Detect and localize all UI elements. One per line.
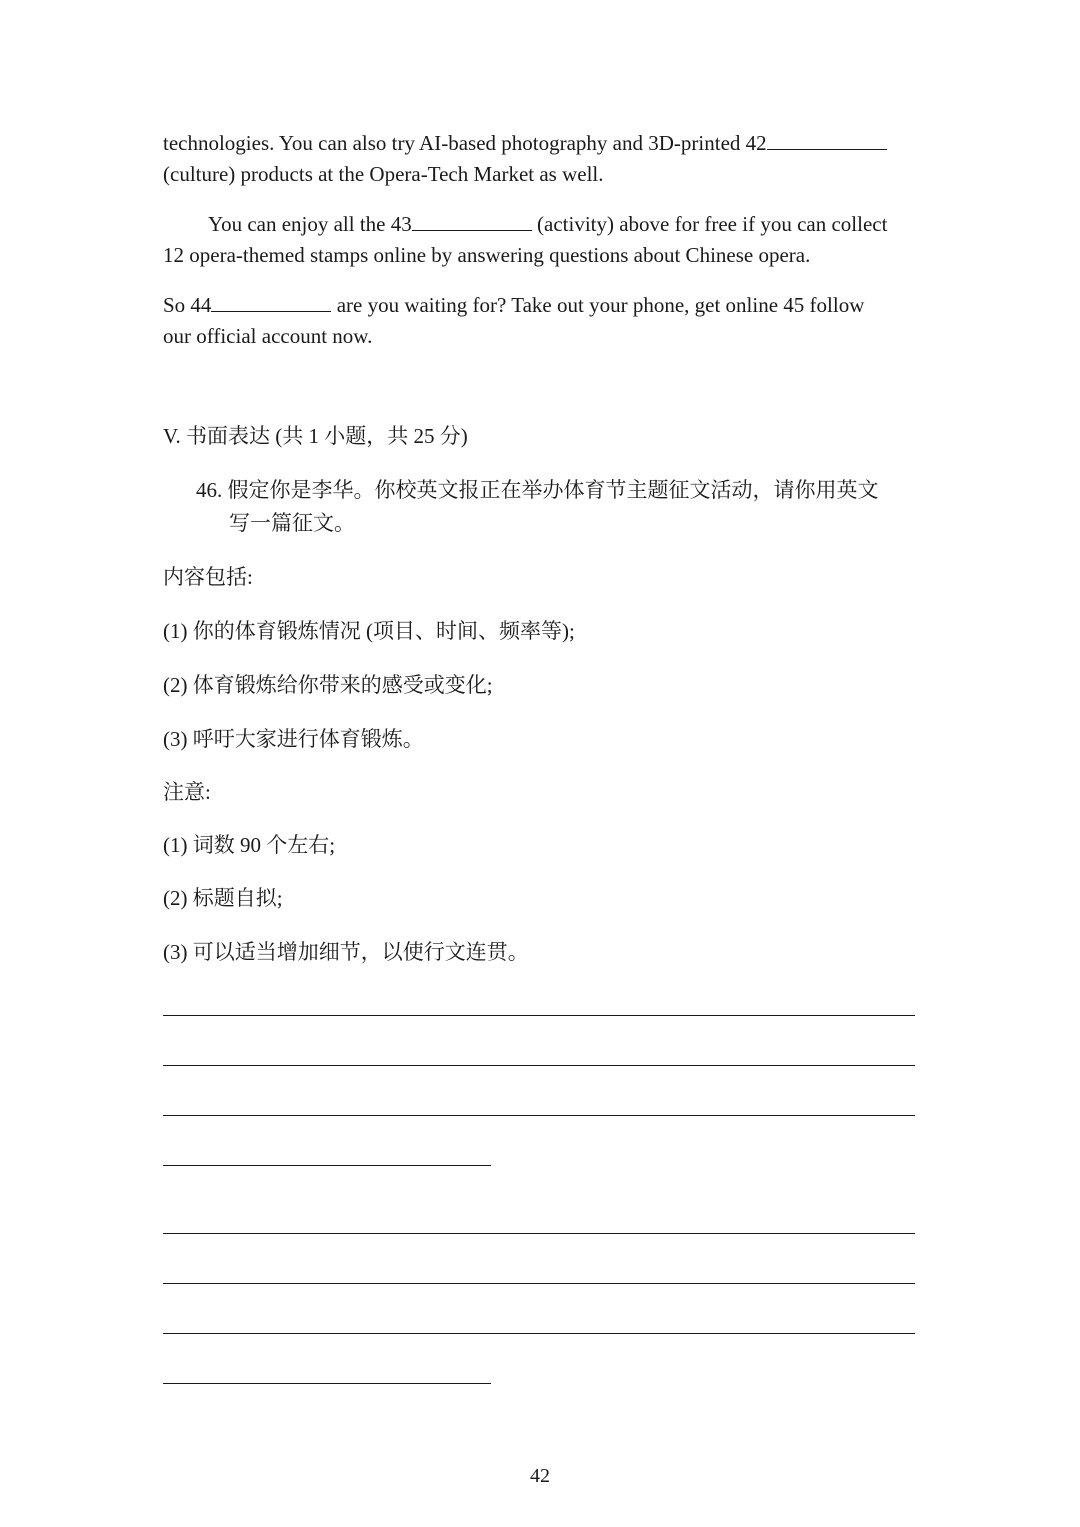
passage-text: are you waiting for? Take out your phone, get online 45 follow (331, 293, 865, 317)
notes-heading: 注意: (163, 780, 211, 804)
writing-line[interactable] (163, 1283, 915, 1284)
passage-text: So 44 (163, 293, 212, 317)
page-number: 42 (530, 1465, 550, 1487)
passage-text: our official account now. (163, 324, 373, 348)
passage-line (208, 209, 887, 240)
passage-text: 12 opera-themed stamps online by answering questions about Chinese opera. (163, 243, 811, 267)
passage-line (163, 290, 864, 321)
writing-line[interactable] (163, 1383, 491, 1384)
content-heading: 内容包括: (163, 565, 253, 589)
writing-line[interactable] (163, 1165, 491, 1166)
note-item: (3) 可以适当增加细节，以使行文连贯。 (163, 940, 529, 964)
content-item: (1) 你的体育锻炼情况 (项目、时间、频率等); (163, 619, 575, 643)
passage-line (163, 321, 372, 352)
answer-blank-43[interactable] (412, 210, 532, 231)
content-item: (2) 体育锻炼给你带来的感受或变化; (163, 673, 493, 697)
question-text: 46. 假定你是李华。你校英文报正在举办体育节主题征文活动，请你用英文 (196, 478, 879, 502)
passage-line (163, 240, 810, 271)
answer-blank-42[interactable] (767, 129, 887, 150)
passage-text: technologies. You can also try AI-based photography and 3D-printed 42 (163, 131, 767, 155)
passage-line (163, 159, 604, 190)
writing-line[interactable] (163, 1333, 915, 1334)
note-item: (2) 标题自拟; (163, 886, 283, 910)
writing-line[interactable] (163, 1233, 915, 1234)
section-title: V. 书面表达 (共 1 小题，共 25 分) (163, 424, 468, 448)
answer-blank-44[interactable] (211, 291, 331, 312)
passage-text: (activity) above for free if you can collect (531, 212, 888, 236)
passage-line (163, 128, 887, 159)
writing-line[interactable] (163, 1015, 915, 1016)
content-item: (3) 呼吁大家进行体育锻炼。 (163, 727, 424, 751)
passage-text: (culture) products at the Opera-Tech Market as well. (163, 162, 604, 186)
writing-line[interactable] (163, 1115, 915, 1116)
writing-line[interactable] (163, 1065, 915, 1066)
passage-text: You can enjoy all the 43 (208, 212, 412, 236)
note-item: (1) 词数 90 个左右; (163, 833, 336, 857)
question-text: 写一篇征文。 (229, 511, 355, 535)
